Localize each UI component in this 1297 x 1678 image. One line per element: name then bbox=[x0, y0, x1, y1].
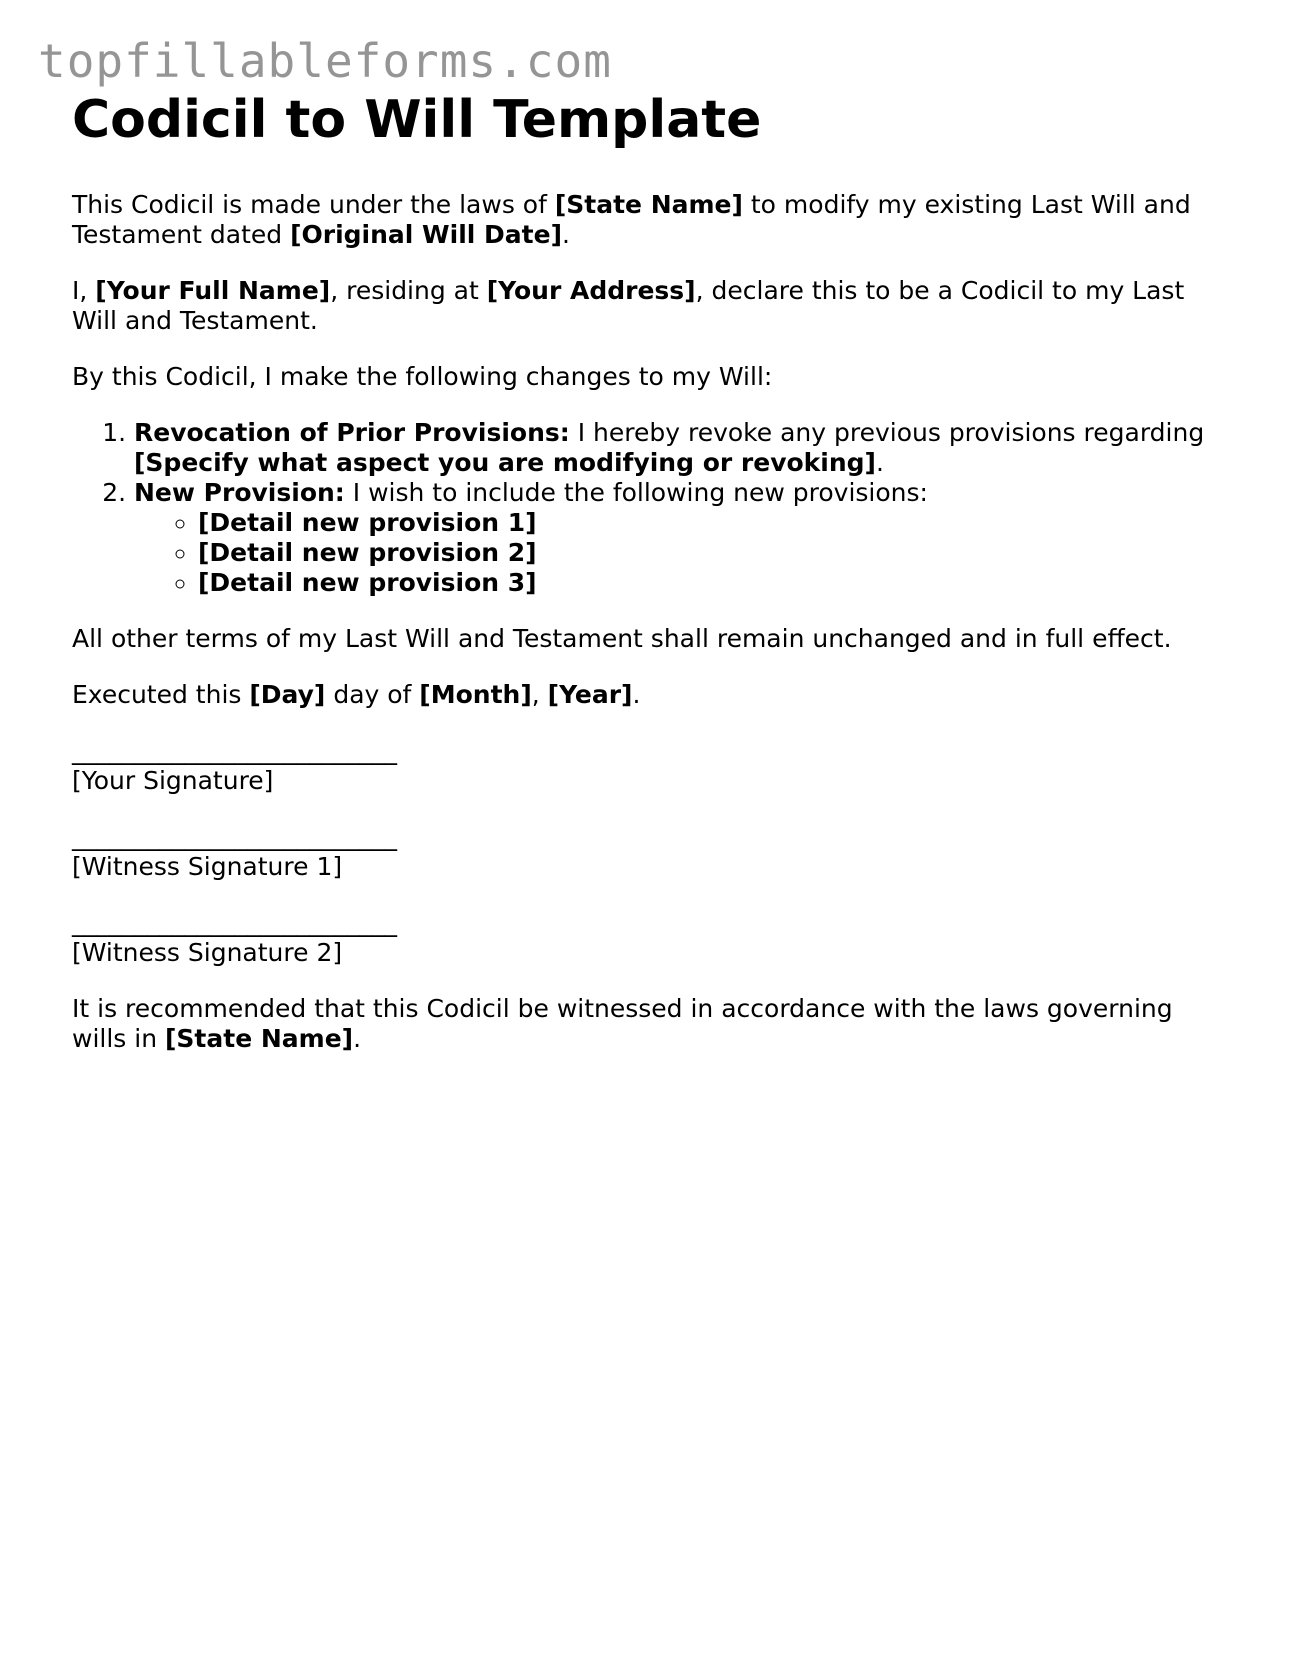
declaration-text-3: , declare this to be a Codicil to my Last Will and Testament. bbox=[72, 276, 1185, 335]
provision-2-placeholder: [Detail new provision 2] bbox=[198, 538, 537, 567]
executed-paragraph bbox=[72, 680, 1232, 710]
year-placeholder: [Year] bbox=[547, 680, 633, 709]
document-title: Codicil to Will Template bbox=[72, 90, 762, 150]
new-provision-heading: New Provision: bbox=[134, 478, 345, 507]
executed-text-4: . bbox=[632, 680, 641, 709]
witness-2-signature-block bbox=[72, 908, 1232, 968]
revocation-text: I hereby revoke any previous provisions regarding bbox=[569, 418, 1205, 447]
provision-1-placeholder: [Detail new provision 1] bbox=[198, 508, 537, 537]
original-will-date-placeholder: [Original Will Date] bbox=[290, 220, 563, 249]
executed-text-1: Executed this bbox=[72, 680, 250, 709]
signature-line: __________________________ bbox=[72, 908, 397, 937]
declaration-text-1: I, bbox=[72, 276, 96, 305]
change-item-revocation bbox=[134, 418, 1232, 478]
revocation-text-end: . bbox=[875, 448, 884, 477]
intro-text-3: . bbox=[562, 220, 570, 249]
state-name-placeholder: [State Name] bbox=[554, 190, 743, 219]
list-item bbox=[198, 568, 1232, 598]
recommendation-paragraph bbox=[72, 994, 1232, 1054]
list-item bbox=[198, 538, 1232, 568]
changes-intro: By this Codicil, I make the following changes to my Will: bbox=[72, 362, 773, 391]
your-signature-block bbox=[72, 736, 1232, 796]
document-page bbox=[72, 90, 1232, 1080]
day-placeholder: [Day] bbox=[249, 680, 326, 709]
executed-text-3: , bbox=[531, 680, 548, 709]
changes-list bbox=[72, 418, 1232, 598]
intro-text-1: This Codicil is made under the laws of bbox=[72, 190, 555, 219]
intro-paragraph bbox=[72, 190, 1232, 250]
watermark: topfillableforms.com bbox=[38, 34, 612, 88]
month-placeholder: [Month] bbox=[419, 680, 532, 709]
recommendation-text-1: It is recommended that this Codicil be witnessed in accordance with the laws governing wills in bbox=[72, 994, 1173, 1053]
signature-line: __________________________ bbox=[72, 736, 397, 765]
witness-1-signature-block bbox=[72, 822, 1232, 882]
your-signature-label: [Your Signature] bbox=[72, 766, 274, 795]
revocation-heading: Revocation of Prior Provisions: bbox=[134, 418, 570, 447]
new-provisions-sublist bbox=[134, 508, 1232, 598]
declaration-paragraph bbox=[72, 276, 1232, 336]
declaration-text-2: , residing at bbox=[330, 276, 487, 305]
witness-1-signature-label: [Witness Signature 1] bbox=[72, 852, 343, 881]
change-item-new-provision bbox=[134, 478, 1232, 598]
state-name-placeholder: [State Name] bbox=[165, 1024, 354, 1053]
recommendation-text-2: . bbox=[353, 1024, 362, 1053]
signature-line: __________________________ bbox=[72, 822, 397, 851]
address-placeholder: [Your Address] bbox=[486, 276, 696, 305]
specify-placeholder: [Specify what aspect you are modifying or revoking] bbox=[134, 448, 876, 477]
intro-text-2: to modify my existing Last Will and Testament dated bbox=[72, 190, 1191, 249]
witness-2-signature-label: [Witness Signature 2] bbox=[72, 938, 343, 967]
remain-paragraph: All other terms of my Last Will and Testament shall remain unchanged and in full effect. bbox=[72, 624, 1172, 653]
executed-text-2: day of bbox=[325, 680, 420, 709]
full-name-placeholder: [Your Full Name] bbox=[95, 276, 331, 305]
provision-3-placeholder: [Detail new provision 3] bbox=[198, 568, 537, 597]
list-item bbox=[198, 508, 1232, 538]
new-provision-text: I wish to include the following new provisions: bbox=[344, 478, 928, 507]
